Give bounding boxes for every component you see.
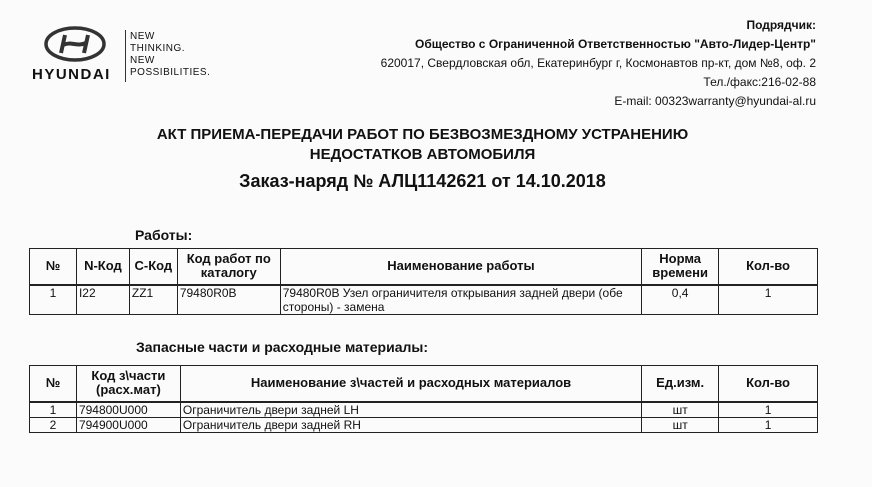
- work-catalog-code: 79480R0B: [177, 285, 280, 315]
- contractor-email: E-mail: 00323warranty@hyundai-al.ru: [614, 94, 816, 108]
- parts-col-unit: Ед.изм.: [642, 366, 719, 402]
- works-section-label: Работы:: [135, 227, 193, 243]
- works-table: [29, 248, 818, 315]
- contractor-info: [381, 16, 816, 111]
- order-number: Заказ-наряд № АЛЦ1142621 от 14.10.2018: [239, 171, 606, 191]
- parts-col-name: Наименование з\частей и расходных материалов: [180, 366, 641, 402]
- logo-divider: [125, 30, 126, 82]
- works-col-qty: Кол-во: [719, 249, 818, 285]
- hyundai-logo: [32, 26, 222, 86]
- part-num: 2: [30, 417, 77, 432]
- part-name: Ограничитель двери задней LH: [180, 402, 641, 418]
- table-row: [30, 402, 818, 418]
- part-unit: шт: [642, 402, 719, 418]
- work-norm: 0,4: [642, 285, 719, 315]
- work-qty: 1: [719, 285, 818, 315]
- brand-tagline: NEW THINKING. NEW POSSIBILITIES.: [130, 31, 211, 78]
- table-row: [30, 417, 818, 432]
- works-col-name: Наименование работы: [280, 249, 641, 285]
- parts-section-label: Запасные части и расходные материалы:: [136, 339, 428, 355]
- contractor-address: 620017, Свердловская обл, Екатеринбург г, Космонавтов пр-кт, дом №8, оф. 2: [380, 56, 816, 70]
- part-code: 794800U000: [76, 402, 180, 418]
- contractor-label: Подрядчик:: [746, 18, 816, 32]
- part-qty: 1: [719, 417, 818, 432]
- works-col-ncode: N-Код: [76, 249, 129, 285]
- works-col-ccode: С-Код: [129, 249, 177, 285]
- works-col-catalog-code: Код работ по каталогу: [177, 249, 280, 285]
- works-col-norm: Норма времени: [642, 249, 719, 285]
- part-qty: 1: [719, 402, 818, 418]
- work-ncode: I22: [76, 285, 129, 315]
- part-code: 794900U000: [76, 417, 180, 432]
- work-name: 79480R0B Узел ограничителя открывания задней двери (обе стороны) - замена: [280, 285, 641, 315]
- parts-col-qty: Кол-во: [719, 366, 818, 402]
- part-num: 1: [30, 402, 77, 418]
- works-header-row: [30, 249, 818, 285]
- works-col-num: №: [30, 249, 77, 285]
- parts-col-code: Код з\части (расх.мат): [76, 366, 180, 402]
- part-unit: шт: [642, 417, 719, 432]
- parts-col-num: №: [30, 366, 77, 402]
- part-name: Ограничитель двери задней RH: [180, 417, 641, 432]
- contractor-name: Общество с Ограниченной Ответственностью "Авто-Лидер-Центр": [414, 37, 816, 51]
- work-num: 1: [30, 285, 77, 315]
- parts-header-row: [30, 366, 818, 402]
- work-ccode: ZZ1: [129, 285, 177, 315]
- table-row: [30, 285, 818, 315]
- hyundai-emblem-icon: [44, 26, 106, 62]
- contractor-phone: Тел./факс:216-02-88: [703, 75, 816, 89]
- brand-name: HYUNDAI: [32, 66, 111, 83]
- document-title: АКТ ПРИЕМА-ПЕРЕДАЧИ РАБОТ ПО БЕЗВОЗМЕЗДНОМУ УСТРАНЕНИЮ НЕДОСТАТКОВ АВТОМОБИЛЯ: [156, 126, 689, 163]
- parts-table: [29, 365, 818, 433]
